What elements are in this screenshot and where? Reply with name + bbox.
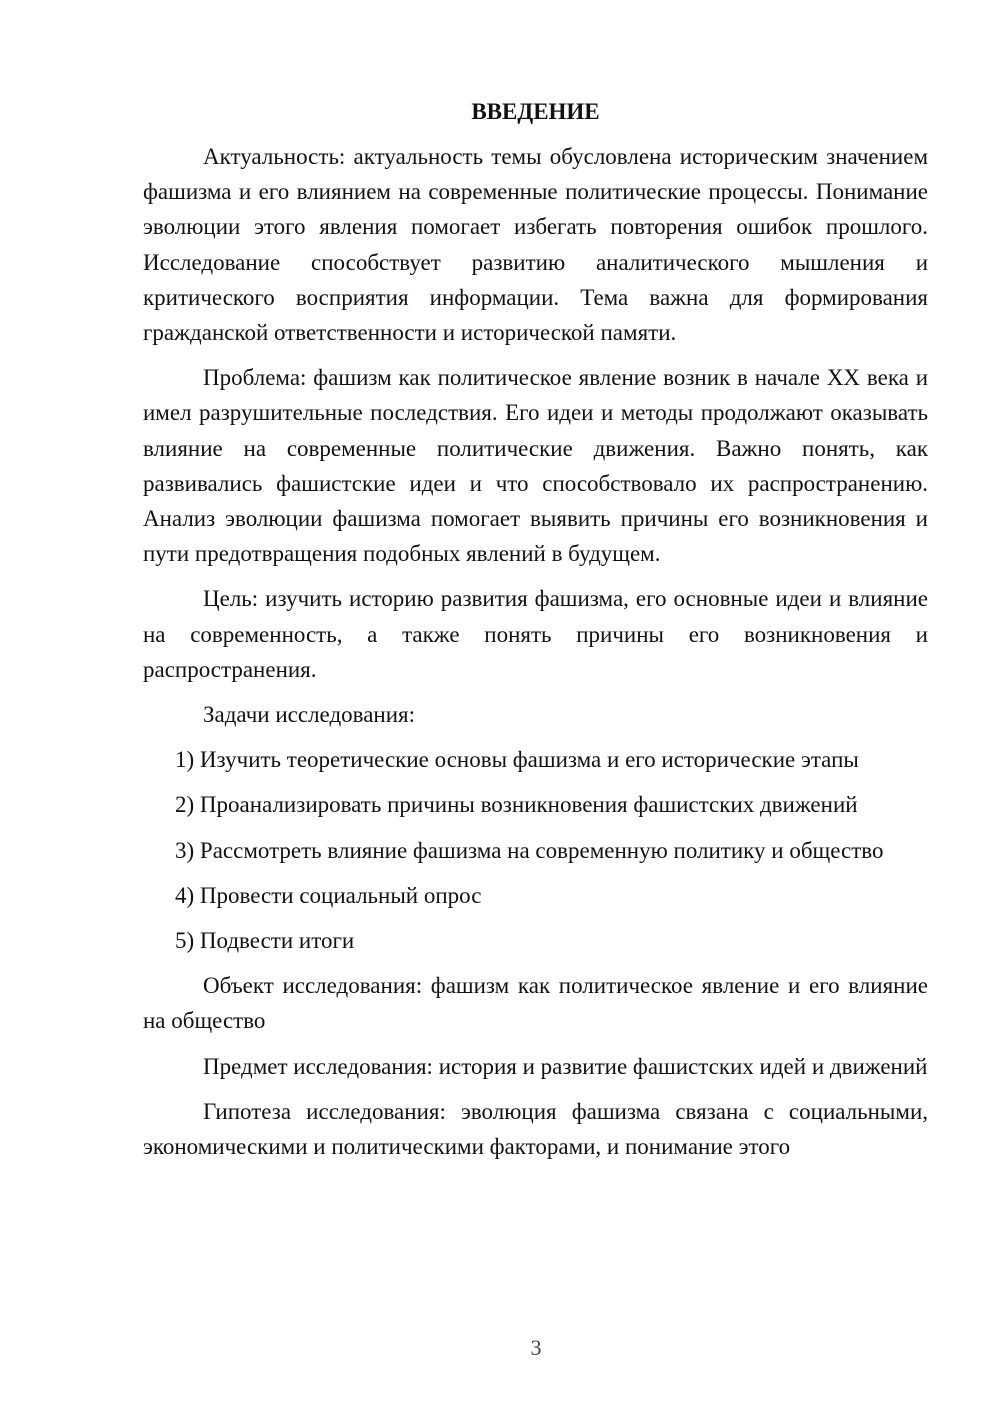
paragraph-problem: Проблема: фашизм как политическое явление возник в начале XX века и имел разрушительные последствия. Его идеи и методы продолжают оказывать влияние на современные политические движения. Важно понять, как развивались фашистские идеи и что способствовало их распространению. Анализ эволюции фашизма помогает выявить причины его возникновения и пути предотвращения подобных явлений в будущем. bbox=[143, 365, 928, 567]
paragraph-subject: Предмет исследования: история и развитие фашистских идей и движений bbox=[203, 1053, 928, 1079]
section-heading: ВВЕДЕНИЕ bbox=[471, 99, 600, 124]
tasks-list bbox=[143, 742, 928, 958]
list-item: 3) Рассмотреть влияние фашизма на современную политику и общество bbox=[175, 837, 884, 863]
list-item: 2) Проанализировать причины возникновения фашистских движений bbox=[175, 792, 858, 818]
document-body bbox=[143, 94, 928, 1174]
list-item: 5) Подвести итоги bbox=[175, 928, 355, 954]
paragraph-relevance: Актуальность: актуальность темы обусловлена историческим значением фашизма и его влиянием на современные политические процессы. Понимание эволюции этого явления помогает избегать повторения ошибок прошлого. Исследование способствует развитию аналитического мышления и критического восприятия информации. Тема важна для формирования гражданской ответственности и исторической памяти. bbox=[143, 144, 928, 346]
paragraph-tasks-title: Задачи исследования: bbox=[203, 702, 416, 728]
paragraph-goal: Цель: изучить историю развития фашизма, его основные идеи и влияние на современность, а также понять причины его возникновения и распространения. bbox=[143, 586, 928, 682]
paragraph-hypothesis: Гипотеза исследования: эволюция фашизма связана с социальными, экономическими и политическими факторами, и понимание этого bbox=[143, 1098, 928, 1160]
list-item: 1) Изучить теоретические основы фашизма и его исторические этапы bbox=[175, 747, 859, 773]
list-item: 4) Провести социальный опрос bbox=[175, 882, 482, 908]
paragraph-object: Объект исследования: фашизм как политическое явление и его влияние на общество bbox=[143, 973, 928, 1034]
page-number: 3 bbox=[530, 1335, 542, 1360]
